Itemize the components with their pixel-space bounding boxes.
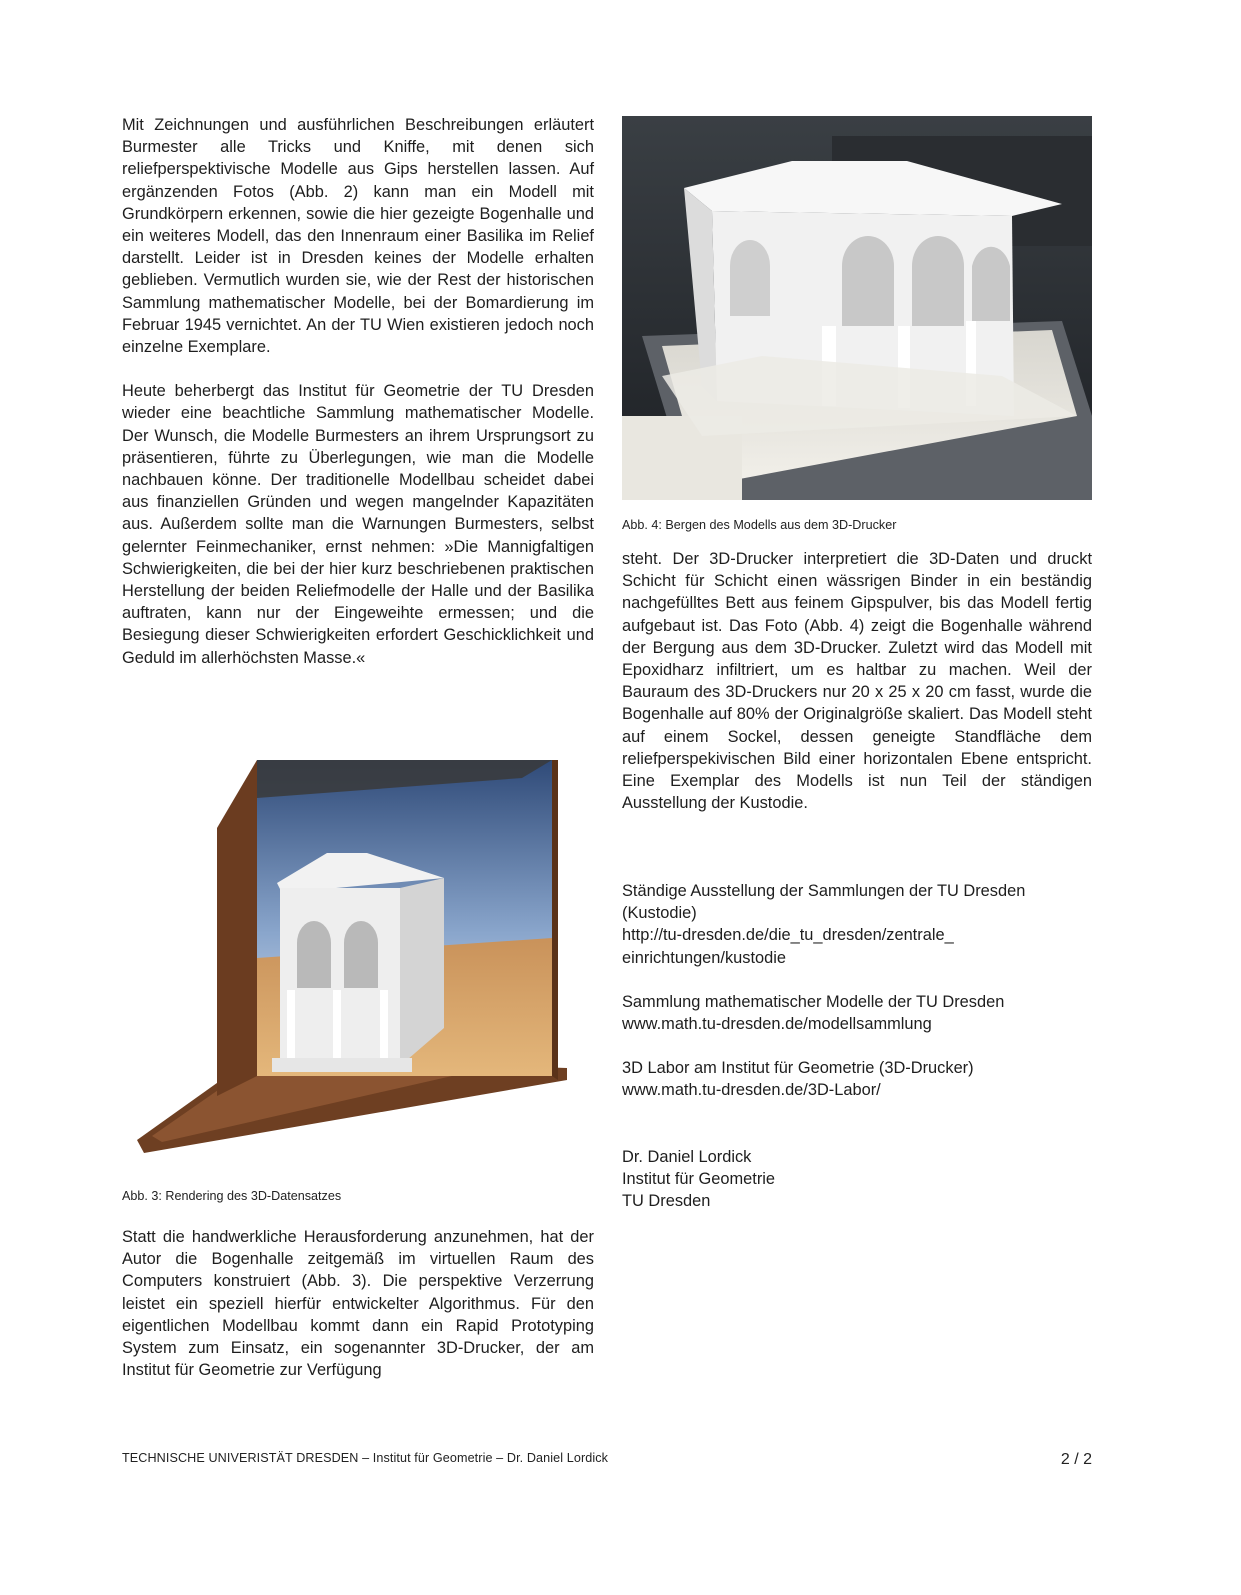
figure-4-caption-wrap xyxy=(622,517,1092,533)
author-university: TU Dresden xyxy=(622,1192,711,1211)
left-column xyxy=(122,114,594,669)
left-column-bottom xyxy=(122,1226,594,1381)
link-group-3-title: 3D Labor am Institut für Geometrie (3D-Drucker) xyxy=(622,1059,974,1078)
link-group-2-url[interactable]: www.math.tu-dresden.de/modellsammlung xyxy=(622,1015,932,1034)
footer-text: TECHNISCHE UNIVERISTÄT DRESDEN – Institut für Geometrie – Dr. Daniel Lordick xyxy=(122,1451,609,1465)
paragraph-4: steht. Der 3D-Drucker interpretiert die 3D-Daten und druckt Schicht für Schicht einen wässrigen Binder in ein beständig nachgefülltes Bett aus feinem Gipspulver, bis das Modell fertig aufgebaut ist. Das Foto (Abb. 4) zeigt die Bogenhalle während der Bergung aus dem 3D-Drucker. Zuletzt wird das Modell mit Epoxidharz infiltriert, um es haltbar zu machen. Weil der Bauraum des 3D-Druckers nur 20 x 25 x 20 cm fasst, wurde die Bogenhalle auf 80% der Originalgröße skaliert. Das Modell steht auf einem Sockel, dessen geneigte Standfläche dem reliefperspekivischen Bild einer horizontalen Ebene entspricht. Eine Exemplar des Modells ist nun Teil der ständigen Ausstellung der Kustodie. xyxy=(622,550,1092,813)
author-institute: Institut für Geometrie xyxy=(622,1169,776,1188)
figure-4-photo xyxy=(622,116,1092,500)
figure-3-caption-wrap xyxy=(122,1188,594,1204)
link-group-3-url[interactable]: www.math.tu-dresden.de/3D-Labor/ xyxy=(622,1081,881,1100)
paragraph-2: Heute beherbergt das Institut für Geometrie der TU Dresden wieder eine beachtliche Sammlung mathematischer Modelle. Der Wunsch, die Modelle Burmesters an ihrem Ursprungsort zu präsentieren, führte zu Überlegungen, wie man die Modelle nachbauen könne. Der traditionelle Modellbau scheidet dabei aus finanziellen Gründen und wegen mangelnder Kapazitäten aus. Außerdem sollte man die Warnungen Burmesters, selbst gelernter Feinmechaniker, ernst nehmen: »Die Mannigfaltigen Schwierigkeiten, die bei der hier kurz beschriebenen praktischen Herstellung der beiden Reliefmodelle der Halle und der Basilika auftraten, kann nur der Eingeweihte ermessen; und die Besiegung dieser Schwierigkeiten erfordert Geschicklichkeit und Geduld im allerhöchsten Masse.« xyxy=(122,382,594,667)
links-section xyxy=(622,880,1092,1212)
link-group-1-title: Ständige Ausstellung der Sammlungen der TU Dresden xyxy=(622,882,1026,900)
page-number: 2 / 2 xyxy=(1060,1451,1092,1468)
figure-3-rendering xyxy=(122,758,594,1158)
link-group-1-url-a[interactable]: http://tu-dresden.de/die_tu_dresden/zentrale_ xyxy=(622,926,954,945)
link-group-1-url-b[interactable]: einrichtungen/kustodie xyxy=(622,948,787,967)
right-column xyxy=(622,548,1092,814)
paragraph-1: Mit Zeichnungen und ausführlichen Beschreibungen erläutert Burmester alle Tricks und Kniffe, mit denen sich reliefperspektivische Modelle aus Gips herstellen lassen. Auf ergänzenden Fotos (Abb. 2) kann man ein Modell mit Grundkörpern erkennen, sowie die hier gezeigte Bogenhalle und ein weiteres Modell, das den Innenraum einer Basilika im Relief darstellt. Leider ist in Dresden keines der Modelle erhalten geblieben. Vermutlich wurden sie, wie der Rest der historischen Sammlung mathematischer Modelle, bei der Bomardierung im Februar 1945 vernichtet. An der TU Wien existieren jedoch noch einzelne Exemplare. xyxy=(122,116,594,357)
link-group-1-subtitle: (Kustodie) xyxy=(622,904,697,923)
author-name: Dr. Daniel Lordick xyxy=(622,1147,752,1166)
link-group-2-title: Sammlung mathematischer Modelle der TU Dresden xyxy=(622,992,1005,1011)
figure-4-caption: Abb. 4: Bergen des Modells aus dem 3D-Drucker xyxy=(622,518,897,532)
paragraph-3: Statt die handwerkliche Herausforderung anzunehmen, hat der Autor die Bogenhalle zeitgemäß im virtuellen Raum des Computers konstruiert (Abb. 3). Die perspektive Verzerrung leistet ein speziell hierfür entwickelter Algorithmus. Für den eigentlichen Modellbau kommt dann ein Rapid Prototyping System zum Einsatz, ein sogenannter 3D-Drucker, der am Institut für Geometrie zur Verfügung xyxy=(122,1228,594,1380)
figure-3-caption: Abb. 3: Rendering des 3D-Datensatzes xyxy=(122,1189,342,1203)
